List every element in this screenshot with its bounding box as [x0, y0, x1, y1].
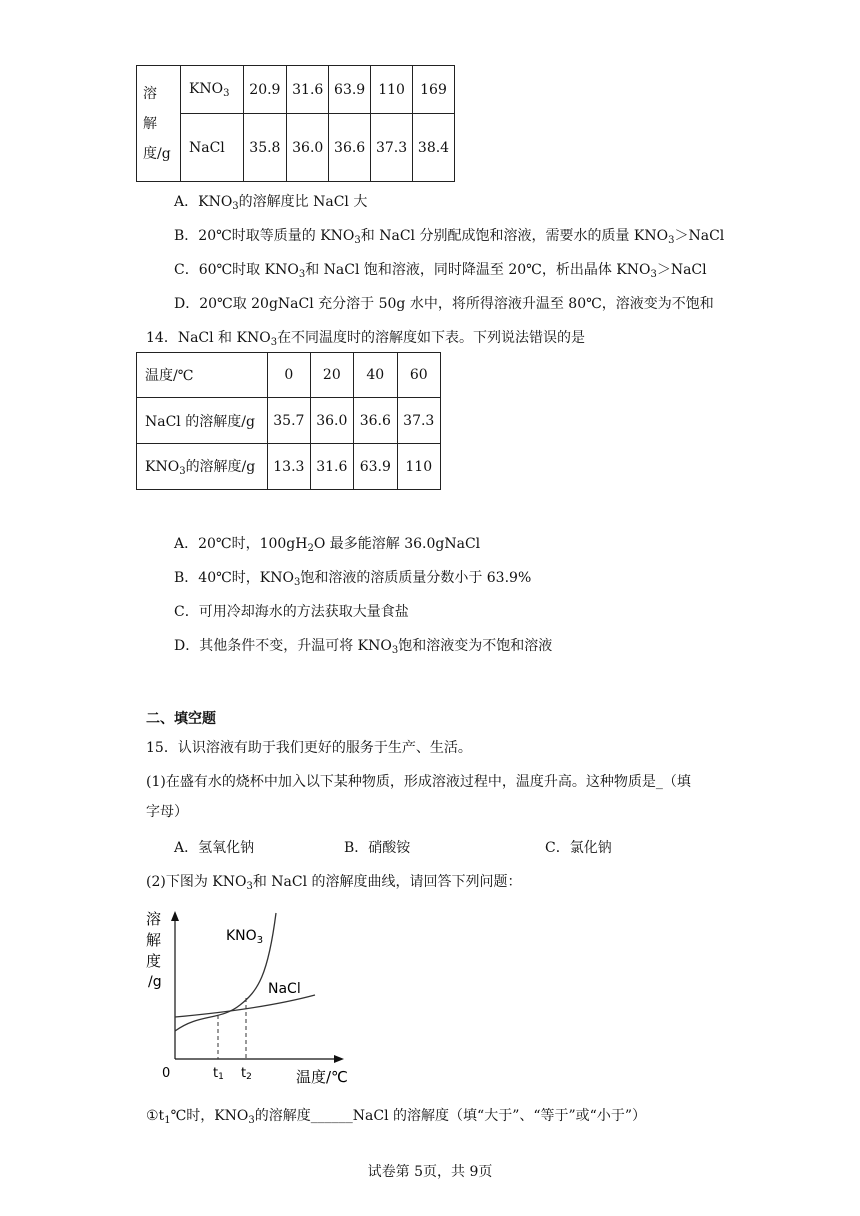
- kno3-curve-label: $KNO_3$: [226, 928, 264, 946]
- t1-label: t1: [213, 1066, 224, 1082]
- page-footer: 试卷第 5页，共 9页: [367, 1164, 493, 1180]
- table-cell: 63.9: [329, 66, 371, 114]
- nacl-label-cell: NaCl: [180, 114, 243, 182]
- nacl-row-label: NaCl 的溶解度/g: [137, 398, 268, 444]
- q15-option-c[interactable]: C．氯化钠: [545, 840, 612, 856]
- y-axis-label-char: 度: [146, 952, 162, 970]
- temp-cell: 0: [268, 353, 311, 398]
- temp-cell: 40: [354, 353, 397, 398]
- y-axis-label-char: 溶: [146, 910, 162, 928]
- q13-option-d[interactable]: D．20℃取 20gNaCl 充分溶于 50g 水中，将所得溶液升温至 80℃，溶液变为不饱和: [174, 296, 714, 312]
- q15-option-a[interactable]: A．氢氧化钠: [174, 840, 255, 856]
- q15-option-b[interactable]: B．硝酸铵: [344, 840, 411, 856]
- x-axis-arrow: [334, 1055, 344, 1063]
- table-cell: 169: [413, 66, 455, 114]
- table-cell: 31.6: [310, 444, 353, 490]
- row-header-char: 度/g: [143, 145, 171, 162]
- nacl-curve: [175, 995, 315, 1017]
- y-axis-label-char: /g: [148, 974, 162, 990]
- table-cell: 36.0: [310, 398, 353, 444]
- q14-option-a[interactable]: A．20℃时，$100gH_2O$ 最多能溶解 36.0gNaCl: [174, 536, 481, 554]
- q15-part2: (2)下图为 $KNO_3$和 NaCl 的溶解度曲线，请回答下列问题：: [146, 874, 522, 892]
- row-header-char: 溶: [143, 85, 157, 102]
- x-axis-label: 温度/℃: [296, 1068, 348, 1086]
- y-axis-label-char: 解: [146, 931, 162, 949]
- section-title: 二、填空题: [146, 711, 216, 727]
- table-cell: 110: [397, 444, 441, 490]
- table-cell: 35.8: [243, 114, 287, 182]
- table-cell: 37.3: [371, 114, 413, 182]
- q14-option-b[interactable]: B．40℃时，$KNO_3$饱和溶液的溶质质量分数小于 63.9%: [174, 570, 532, 588]
- table-cell: 20.9: [243, 66, 287, 114]
- kno3-row-label: $KNO_3$的溶解度/g: [137, 444, 268, 490]
- table-cell: 13.3: [268, 444, 311, 490]
- table-cell: 110: [371, 66, 413, 114]
- y-axis-arrow: [171, 911, 179, 921]
- table-cell: 35.7: [268, 398, 311, 444]
- q13-solubility-table: [136, 65, 455, 182]
- table-cell: 38.4: [413, 114, 455, 182]
- q15-part1-line1: (1)在盛有水的烧杯中加入以下某种物质，形成溶液过程中，温度升高。这种物质是_（填: [146, 774, 691, 790]
- row-header-char: 解: [143, 115, 157, 132]
- q13-option-a[interactable]: A．$KNO_3$的溶解度比 NaCl 大: [174, 194, 368, 212]
- table-cell: 63.9: [354, 444, 397, 490]
- table-cell: 31.6: [287, 66, 329, 114]
- q13-option-b[interactable]: B．20℃时取等质量的 $KNO_3$和 NaCl 分别配成饱和溶液，需要水的质量 $KNO_3>NaCl$: [174, 228, 725, 246]
- temp-cell: 20: [310, 353, 353, 398]
- t2-label: t2: [241, 1066, 252, 1082]
- q14-option-c[interactable]: C．可用冷却海水的方法获取大量食盐: [174, 604, 409, 620]
- q14-stem: 14．NaCl 和 $KNO_3$在不同温度时的溶解度如下表。下列说法错误的是: [146, 330, 586, 348]
- q15-stem: 15．认识溶液有助于我们更好的服务于生产、生活。: [146, 740, 472, 756]
- temp-cell: 60: [397, 353, 441, 398]
- header-label-cell: 温度/℃: [137, 353, 268, 398]
- q15-subquestion-1: $①t_1℃$时，$KNO_3$的溶解度______NaCl 的溶解度（填“大于”、“等于”或“小于”）: [146, 1108, 646, 1126]
- origin-label: 0: [162, 1066, 171, 1081]
- table-cell: 36.6: [329, 114, 371, 182]
- nacl-curve-label: NaCl: [268, 981, 301, 997]
- q14-option-d[interactable]: D．其他条件不变，升温可将 $KNO_3$饱和溶液变为不饱和溶液: [174, 638, 553, 656]
- q14-solubility-table: [136, 352, 441, 490]
- row-header-cell: [137, 66, 181, 182]
- kno3-label-cell: $KNO_3$: [180, 66, 243, 114]
- q13-option-c[interactable]: C．60℃时取 $KNO_3$和 NaCl 饱和溶液，同时降温至 20℃，析出晶体 $KNO_3>NaCl$: [174, 262, 707, 280]
- table-cell: 36.6: [354, 398, 397, 444]
- q15-part1-line2: 字母）: [146, 804, 188, 820]
- table-cell: 37.3: [397, 398, 441, 444]
- solubility-curve-graph: [140, 905, 360, 1087]
- table-cell: 36.0: [287, 114, 329, 182]
